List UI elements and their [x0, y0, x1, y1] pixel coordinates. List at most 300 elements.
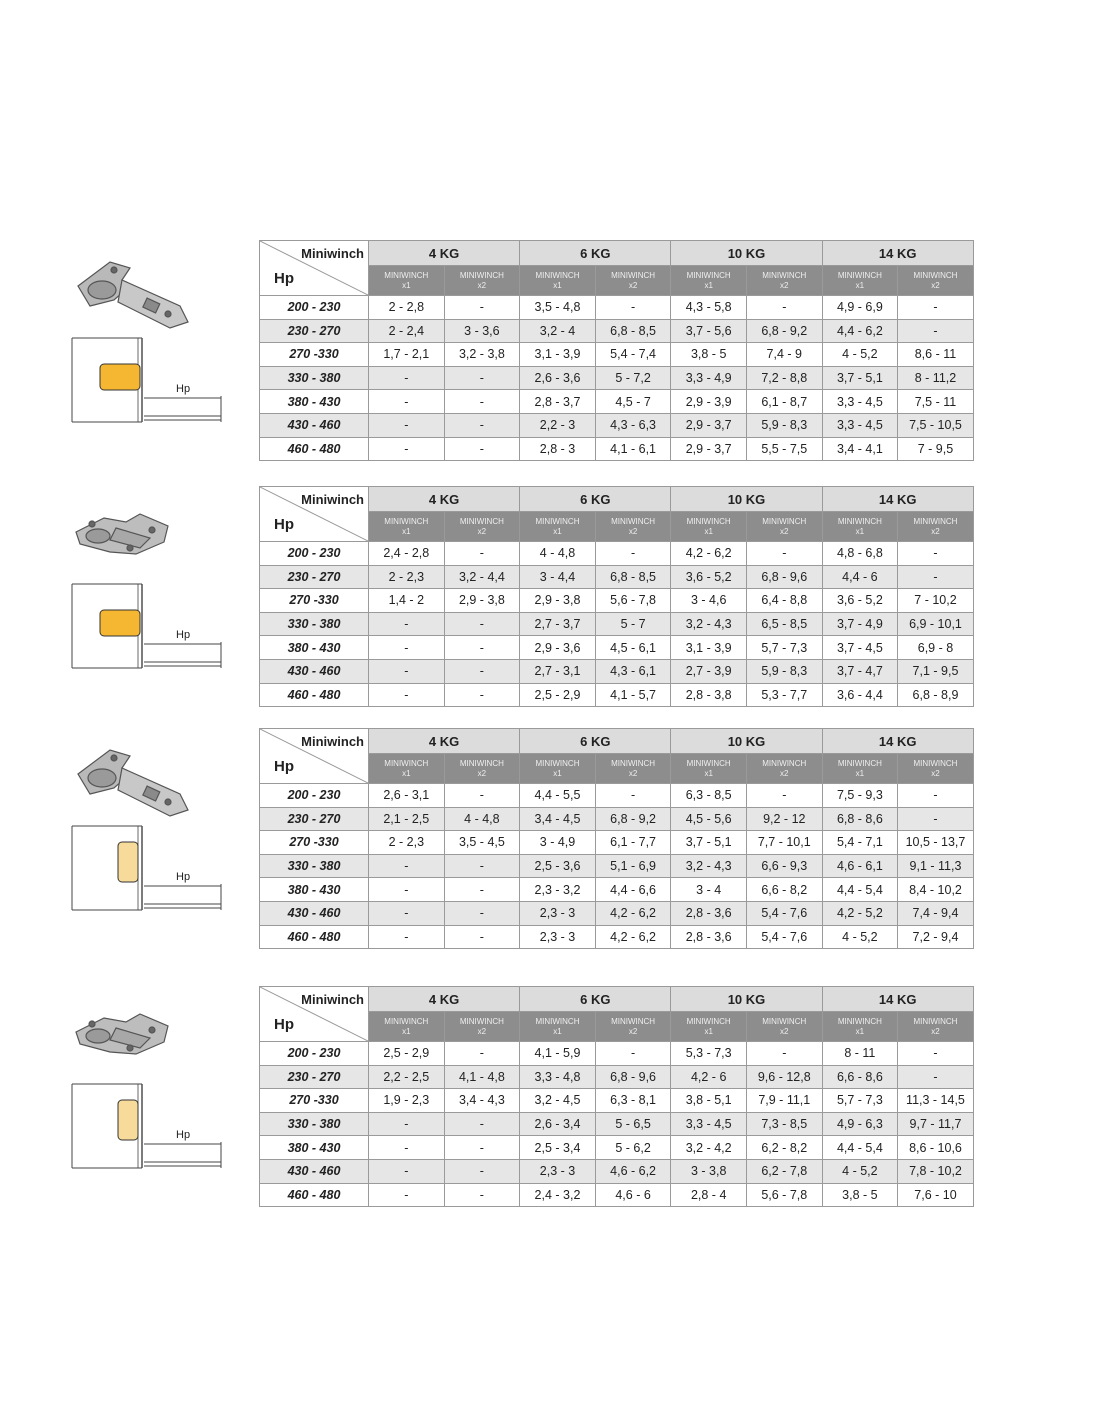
sub-header-multiplier: x1: [402, 526, 411, 536]
table-row: [260, 565, 974, 589]
weight-group-header: 6 KG: [520, 987, 671, 1012]
sub-header-multiplier: x1: [855, 526, 865, 536]
sub-header-label: MINIWINCH: [686, 758, 731, 768]
weight-range-cell: 6,6 - 8,6: [822, 1065, 898, 1089]
weight-range-cell: 4,5 - 6,1: [595, 636, 671, 660]
weight-range-cell: 3,6 - 5,2: [671, 565, 747, 589]
weight-range-cell: 5,5 - 7,5: [746, 437, 822, 461]
weight-range-cell: 5,7 - 7,3: [822, 1089, 898, 1113]
hinge-diagram: [66, 240, 236, 480]
weight-range-cell: 3,6 - 5,2: [822, 589, 898, 613]
weight-range-cell: -: [369, 1136, 445, 1160]
table-corner-header: [260, 487, 369, 542]
table-row: [260, 659, 974, 683]
sub-header-multiplier: x1: [704, 768, 713, 778]
weight-range-cell: 6,3 - 8,5: [671, 784, 747, 808]
sub-header-multiplier: x1: [855, 768, 865, 778]
weight-range-cell: 2,2 - 3: [520, 413, 596, 437]
miniwinch-sub-header: [444, 1012, 520, 1042]
miniwinch-sub-header: [369, 1012, 445, 1042]
weight-range-cell: -: [444, 542, 520, 566]
hp-header-label: Hp: [274, 516, 294, 533]
hp-range-cell: 230 - 270: [260, 807, 369, 831]
miniwinch-sub-header: [369, 266, 445, 296]
table-row: [260, 542, 974, 566]
miniwinch-sub-header: [671, 512, 747, 542]
weight-range-cell: 3,6 - 4,4: [822, 683, 898, 707]
table-row: [260, 1065, 974, 1089]
weight-range-cell: -: [369, 612, 445, 636]
weight-range-cell: 7 - 9,5: [898, 437, 974, 461]
weight-group-header: 14 KG: [822, 987, 973, 1012]
weight-range-cell: 2,8 - 3,8: [671, 683, 747, 707]
sub-header-label: MINIWINCH: [837, 1016, 882, 1026]
weight-range-cell: 3,2 - 3,8: [444, 343, 520, 367]
miniwinch-sub-header: [898, 512, 974, 542]
miniwinch-sub-header: [520, 512, 596, 542]
table-row: [260, 343, 974, 367]
hp-header-label: Hp: [274, 1016, 294, 1033]
miniwinch-sub-header: [444, 512, 520, 542]
weight-range-cell: 3,7 - 4,5: [822, 636, 898, 660]
weight-range-cell: 2,3 - 3: [520, 901, 596, 925]
miniwinch-sub-header: [746, 512, 822, 542]
weight-range-cell: 3,2 - 4,4: [444, 565, 520, 589]
weight-range-cell: 4 - 4,8: [444, 807, 520, 831]
weight-range-cell: 3 - 3,6: [444, 319, 520, 343]
weight-range-cell: 4,6 - 6,1: [822, 854, 898, 878]
sub-header-label: MINIWINCH: [459, 758, 504, 768]
weight-range-cell: 6,6 - 8,2: [746, 878, 822, 902]
table-row: [260, 925, 974, 949]
weight-range-cell: 3,7 - 4,9: [822, 612, 898, 636]
weight-range-cell: 7,6 - 10: [898, 1183, 974, 1207]
sub-header-label: MINIWINCH: [611, 516, 656, 526]
weight-range-cell: 2,9 - 3,7: [671, 437, 747, 461]
table-row: [260, 683, 974, 707]
weight-range-cell: 8,6 - 10,6: [898, 1136, 974, 1160]
weight-group-header: 4 KG: [369, 241, 520, 266]
hp-range-cell: 330 - 380: [260, 1112, 369, 1136]
cabinet-door-diagram: [72, 584, 221, 668]
weight-range-cell: 3,2 - 4,3: [671, 854, 747, 878]
weight-range-cell: -: [898, 1065, 974, 1089]
sub-header-label: MINIWINCH: [686, 1016, 731, 1026]
weight-range-cell: 6,8 - 8,5: [595, 319, 671, 343]
hp-range-cell: 270 -330: [260, 589, 369, 613]
weight-range-cell: -: [444, 1183, 520, 1207]
miniwinch-sub-header: [444, 266, 520, 296]
weight-range-cell: 7,4 - 9: [746, 343, 822, 367]
cabinet-door-diagram: [72, 826, 221, 910]
weight-range-cell: 2 - 2,4: [369, 319, 445, 343]
miniwinch-header-label: Miniwinch: [301, 492, 364, 507]
weight-range-cell: -: [369, 636, 445, 660]
sub-header-multiplier: x2: [477, 768, 487, 778]
weight-range-cell: 7,5 - 11: [898, 390, 974, 414]
weight-range-cell: -: [444, 683, 520, 707]
weight-group-header: 10 KG: [671, 487, 822, 512]
hp-dimension-label: Hp: [176, 1129, 191, 1141]
weight-group-header: 14 KG: [822, 487, 973, 512]
sub-header-label: MINIWINCH: [611, 270, 656, 280]
table-row: [260, 1042, 974, 1066]
miniwinch-sub-header: [746, 266, 822, 296]
weight-range-cell: -: [595, 296, 671, 320]
weight-range-cell: 3,8 - 5,1: [671, 1089, 747, 1113]
hp-range-cell: 430 - 460: [260, 659, 369, 683]
hp-range-cell: 200 - 230: [260, 1042, 369, 1066]
weight-range-cell: 8,6 - 11: [898, 343, 974, 367]
weight-group-header: 4 KG: [369, 987, 520, 1012]
weight-range-cell: 2,5 - 3,4: [520, 1136, 596, 1160]
weight-range-cell: 2,4 - 2,8: [369, 542, 445, 566]
miniwinch-sub-header: [595, 512, 671, 542]
weight-range-cell: 5,3 - 7,7: [746, 683, 822, 707]
weight-range-cell: 6,8 - 9,2: [595, 807, 671, 831]
weight-range-cell: 4,2 - 6,2: [595, 901, 671, 925]
hp-range-cell: 200 - 230: [260, 784, 369, 808]
weight-range-cell: -: [898, 784, 974, 808]
miniwinch-sub-header: [520, 1012, 596, 1042]
weight-range-cell: 2,6 - 3,6: [520, 366, 596, 390]
weight-range-cell: 8,4 - 10,2: [898, 878, 974, 902]
weight-range-cell: 6,2 - 7,8: [746, 1159, 822, 1183]
weight-range-cell: 1,7 - 2,1: [369, 343, 445, 367]
weight-range-cell: 3,8 - 5: [822, 1183, 898, 1207]
weight-range-cell: 3,3 - 4,8: [520, 1065, 596, 1089]
hp-range-cell: 460 - 480: [260, 437, 369, 461]
cabinet-door-diagram: [72, 338, 221, 422]
weight-range-cell: 2,2 - 2,5: [369, 1065, 445, 1089]
miniwinch-sub-header: [369, 754, 445, 784]
weight-range-cell: -: [444, 612, 520, 636]
hp-range-cell: 200 - 230: [260, 296, 369, 320]
weight-range-cell: 4,4 - 5,4: [822, 878, 898, 902]
weight-range-cell: 9,6 - 12,8: [746, 1065, 822, 1089]
weight-range-cell: 3,2 - 4,5: [520, 1089, 596, 1113]
hp-range-cell: 430 - 460: [260, 413, 369, 437]
hp-range-cell: 330 - 380: [260, 612, 369, 636]
weight-range-cell: 2,8 - 3,6: [671, 925, 747, 949]
table-row: [260, 807, 974, 831]
weight-range-cell: 6,1 - 8,7: [746, 390, 822, 414]
weight-range-cell: 3,4 - 4,3: [444, 1089, 520, 1113]
weight-range-cell: 4,1 - 5,9: [520, 1042, 596, 1066]
weight-range-cell: 1,9 - 2,3: [369, 1089, 445, 1113]
weight-range-cell: 4,4 - 5,4: [822, 1136, 898, 1160]
weight-range-cell: 1,4 - 2: [369, 589, 445, 613]
weight-range-cell: 3,7 - 5,6: [671, 319, 747, 343]
table-row: [260, 878, 974, 902]
sub-header-label: MINIWINCH: [913, 516, 958, 526]
sub-header-label: MINIWINCH: [535, 758, 580, 768]
weight-range-cell: 4 - 4,8: [520, 542, 596, 566]
hp-range-cell: 380 - 430: [260, 1136, 369, 1160]
weight-range-cell: 4,2 - 6: [671, 1065, 747, 1089]
weight-range-cell: 3,3 - 4,5: [822, 390, 898, 414]
weight-range-cell: -: [444, 390, 520, 414]
weight-range-cell: 9,2 - 12: [746, 807, 822, 831]
weight-range-cell: -: [595, 784, 671, 808]
sub-header-label: MINIWINCH: [913, 758, 958, 768]
weight-range-cell: -: [898, 296, 974, 320]
weight-range-cell: 6,8 - 8,5: [595, 565, 671, 589]
table-corner-header: [260, 241, 369, 296]
weight-range-cell: 2,4 - 3,2: [520, 1183, 596, 1207]
miniwinch-sub-header: [595, 1012, 671, 1042]
weight-range-cell: 5,1 - 6,9: [595, 854, 671, 878]
sub-header-multiplier: x2: [628, 768, 638, 778]
weight-range-cell: 4,8 - 6,8: [822, 542, 898, 566]
weight-range-cell: -: [444, 1112, 520, 1136]
weight-range-cell: -: [369, 1183, 445, 1207]
miniwinch-sub-header: [898, 754, 974, 784]
sub-header-label: MINIWINCH: [611, 1016, 656, 1026]
weight-range-cell: -: [444, 366, 520, 390]
weight-range-cell: -: [369, 878, 445, 902]
weight-range-cell: 2,3 - 3,2: [520, 878, 596, 902]
weight-range-cell: 2 - 2,3: [369, 831, 445, 855]
weight-range-cell: -: [444, 784, 520, 808]
weight-range-cell: 7,9 - 11,1: [746, 1089, 822, 1113]
weight-range-cell: 9,7 - 11,7: [898, 1112, 974, 1136]
weight-range-cell: -: [898, 542, 974, 566]
weight-range-cell: 3,8 - 5: [671, 343, 747, 367]
weight-range-cell: 3,1 - 3,9: [671, 636, 747, 660]
weight-range-cell: 6,9 - 10,1: [898, 612, 974, 636]
weight-range-cell: 2,3 - 3: [520, 1159, 596, 1183]
weight-range-cell: 4,4 - 6: [822, 565, 898, 589]
weight-range-cell: -: [444, 1136, 520, 1160]
sub-header-label: MINIWINCH: [384, 516, 429, 526]
weight-range-cell: 7,2 - 8,8: [746, 366, 822, 390]
table-row: [260, 1183, 974, 1207]
hp-range-cell: 270 -330: [260, 343, 369, 367]
weight-range-cell: 3,7 - 4,7: [822, 659, 898, 683]
miniwinch-sub-header: [746, 1012, 822, 1042]
weight-range-cell: -: [369, 413, 445, 437]
weight-range-cell: 5,4 - 7,6: [746, 901, 822, 925]
miniwinch-sub-header: [595, 266, 671, 296]
weight-range-cell: -: [444, 878, 520, 902]
weight-range-cell: 5,6 - 7,8: [746, 1183, 822, 1207]
sub-header-label: MINIWINCH: [535, 270, 580, 280]
sub-header-multiplier: x1: [704, 526, 713, 536]
weight-range-cell: 2,9 - 3,8: [520, 589, 596, 613]
hp-range-cell: 230 - 270: [260, 565, 369, 589]
weight-group-header: 6 KG: [520, 487, 671, 512]
weight-range-cell: -: [369, 1112, 445, 1136]
hp-range-cell: 460 - 480: [260, 683, 369, 707]
weight-range-cell: 10,5 - 13,7: [898, 831, 974, 855]
weight-range-cell: -: [444, 1159, 520, 1183]
load-table: [259, 728, 974, 949]
weight-range-cell: -: [898, 1042, 974, 1066]
weight-range-cell: 2,7 - 3,1: [520, 659, 596, 683]
weight-range-cell: -: [595, 1042, 671, 1066]
sub-header-multiplier: x1: [402, 280, 411, 290]
weight-range-cell: 4,6 - 6,2: [595, 1159, 671, 1183]
hp-dimension-label: Hp: [176, 629, 191, 641]
sub-header-multiplier: x2: [780, 768, 789, 778]
weight-range-cell: 2,9 - 3,6: [520, 636, 596, 660]
weight-range-cell: 4,3 - 6,3: [595, 413, 671, 437]
hinge-diagram: [66, 986, 236, 1226]
weight-range-cell: 2,5 - 2,9: [520, 683, 596, 707]
table-row: [260, 1112, 974, 1136]
table-row: [260, 589, 974, 613]
weight-range-cell: 4,1 - 6,1: [595, 437, 671, 461]
sub-header-multiplier: x2: [780, 526, 789, 536]
weight-range-cell: -: [369, 366, 445, 390]
table-row: [260, 901, 974, 925]
miniwinch-header-label: Miniwinch: [301, 246, 364, 261]
weight-range-cell: 3,2 - 4,2: [671, 1136, 747, 1160]
table-row: [260, 636, 974, 660]
cabinet-door-diagram: [72, 1084, 221, 1168]
hp-range-cell: 270 -330: [260, 831, 369, 855]
table-row: [260, 1159, 974, 1183]
table-row: [260, 1089, 974, 1113]
hp-range-cell: 230 - 270: [260, 319, 369, 343]
weight-range-cell: -: [444, 854, 520, 878]
hp-range-cell: 460 - 480: [260, 1183, 369, 1207]
weight-range-cell: 4,3 - 5,8: [671, 296, 747, 320]
weight-range-cell: 3,7 - 5,1: [671, 831, 747, 855]
weight-range-cell: 2,1 - 2,5: [369, 807, 445, 831]
weight-range-cell: 6,5 - 8,5: [746, 612, 822, 636]
weight-range-cell: 5,3 - 7,3: [671, 1042, 747, 1066]
weight-range-cell: -: [444, 296, 520, 320]
weight-range-cell: -: [444, 437, 520, 461]
weight-range-cell: 4 - 5,2: [822, 343, 898, 367]
table-row: [260, 1136, 974, 1160]
sub-header-label: MINIWINCH: [762, 270, 807, 280]
sub-header-label: MINIWINCH: [535, 1016, 580, 1026]
weight-range-cell: -: [746, 542, 822, 566]
hp-header-label: Hp: [274, 758, 294, 775]
weight-range-cell: 6,1 - 7,7: [595, 831, 671, 855]
sub-header-label: MINIWINCH: [384, 758, 429, 768]
weight-range-cell: 6,9 - 8: [898, 636, 974, 660]
weight-range-cell: -: [369, 901, 445, 925]
weight-range-cell: 6,6 - 9,3: [746, 854, 822, 878]
weight-range-cell: -: [444, 659, 520, 683]
hp-dimension-label: Hp: [176, 383, 191, 395]
weight-range-cell: 6,8 - 9,6: [746, 565, 822, 589]
miniwinch-sub-header: [369, 512, 445, 542]
table-row: [260, 784, 974, 808]
weight-range-cell: 4,1 - 4,8: [444, 1065, 520, 1089]
weight-group-header: 10 KG: [671, 729, 822, 754]
sub-header-label: MINIWINCH: [459, 270, 504, 280]
weight-range-cell: -: [444, 413, 520, 437]
weight-range-cell: 6,4 - 8,8: [746, 589, 822, 613]
hp-range-cell: 230 - 270: [260, 1065, 369, 1089]
sub-header-multiplier: x2: [628, 1026, 638, 1036]
weight-group-header: 6 KG: [520, 241, 671, 266]
table-row: [260, 366, 974, 390]
weight-range-cell: 3 - 4,4: [520, 565, 596, 589]
weight-range-cell: 4,2 - 6,2: [671, 542, 747, 566]
hp-header-label: Hp: [274, 270, 294, 287]
sub-header-label: MINIWINCH: [762, 516, 807, 526]
weight-range-cell: 2,3 - 3: [520, 925, 596, 949]
weight-range-cell: -: [746, 784, 822, 808]
weight-range-cell: 5,4 - 7,1: [822, 831, 898, 855]
sub-header-label: MINIWINCH: [837, 516, 882, 526]
weight-range-cell: 11,3 - 14,5: [898, 1089, 974, 1113]
weight-range-cell: 5,6 - 7,8: [595, 589, 671, 613]
miniwinch-sub-header: [822, 266, 898, 296]
load-table: [259, 986, 974, 1207]
weight-range-cell: 2,6 - 3,1: [369, 784, 445, 808]
miniwinch-sub-header: [898, 266, 974, 296]
sub-header-label: MINIWINCH: [913, 270, 958, 280]
sub-header-label: MINIWINCH: [686, 270, 731, 280]
weight-range-cell: -: [746, 296, 822, 320]
weight-range-cell: 3,5 - 4,8: [520, 296, 596, 320]
weight-range-cell: 6,2 - 8,2: [746, 1136, 822, 1160]
sub-header-multiplier: x2: [477, 280, 487, 290]
sub-header-multiplier: x2: [780, 280, 789, 290]
weight-range-cell: 5 - 6,2: [595, 1136, 671, 1160]
weight-range-cell: 2,8 - 4: [671, 1183, 747, 1207]
miniwinch-sub-header: [671, 1012, 747, 1042]
weight-range-cell: 5 - 6,5: [595, 1112, 671, 1136]
weight-range-cell: 3,7 - 5,1: [822, 366, 898, 390]
weight-range-cell: 6,8 - 8,6: [822, 807, 898, 831]
hp-range-cell: 430 - 460: [260, 1159, 369, 1183]
weight-range-cell: 3,3 - 4,5: [671, 1112, 747, 1136]
weight-range-cell: 2,8 - 3,6: [671, 901, 747, 925]
sub-header-multiplier: x1: [553, 768, 562, 778]
weight-range-cell: 2,5 - 2,9: [369, 1042, 445, 1066]
miniwinch-sub-header: [671, 754, 747, 784]
weight-range-cell: 6,8 - 8,9: [898, 683, 974, 707]
load-table: [259, 240, 974, 461]
hinge-flat-icon: [76, 514, 168, 554]
weight-range-cell: 3 - 3,8: [671, 1159, 747, 1183]
sub-header-label: MINIWINCH: [459, 516, 504, 526]
weight-range-cell: 9,1 - 11,3: [898, 854, 974, 878]
weight-range-cell: -: [595, 542, 671, 566]
weight-range-cell: 7,1 - 9,5: [898, 659, 974, 683]
weight-range-cell: 6,8 - 9,2: [746, 319, 822, 343]
miniwinch-header-label: Miniwinch: [301, 992, 364, 1007]
weight-range-cell: 2 - 2,3: [369, 565, 445, 589]
hinge-flat-icon: [76, 1014, 168, 1054]
miniwinch-sub-header: [595, 754, 671, 784]
weight-range-cell: 4,1 - 5,7: [595, 683, 671, 707]
sub-header-multiplier: x1: [553, 1026, 562, 1036]
miniwinch-sub-header: [822, 512, 898, 542]
weight-range-cell: 4,9 - 6,3: [822, 1112, 898, 1136]
weight-range-cell: 2,8 - 3: [520, 437, 596, 461]
weight-range-cell: 4 - 5,2: [822, 925, 898, 949]
hp-range-cell: 380 - 430: [260, 636, 369, 660]
weight-range-cell: 2,8 - 3,7: [520, 390, 596, 414]
weight-range-cell: 4,9 - 6,9: [822, 296, 898, 320]
weight-range-cell: 7,8 - 10,2: [898, 1159, 974, 1183]
sub-header-label: MINIWINCH: [384, 1016, 429, 1026]
weight-range-cell: 2,5 - 3,6: [520, 854, 596, 878]
weight-range-cell: 2,6 - 3,4: [520, 1112, 596, 1136]
weight-range-cell: 7,7 - 10,1: [746, 831, 822, 855]
miniwinch-sub-header: [746, 754, 822, 784]
miniwinch-sub-header: [520, 266, 596, 296]
